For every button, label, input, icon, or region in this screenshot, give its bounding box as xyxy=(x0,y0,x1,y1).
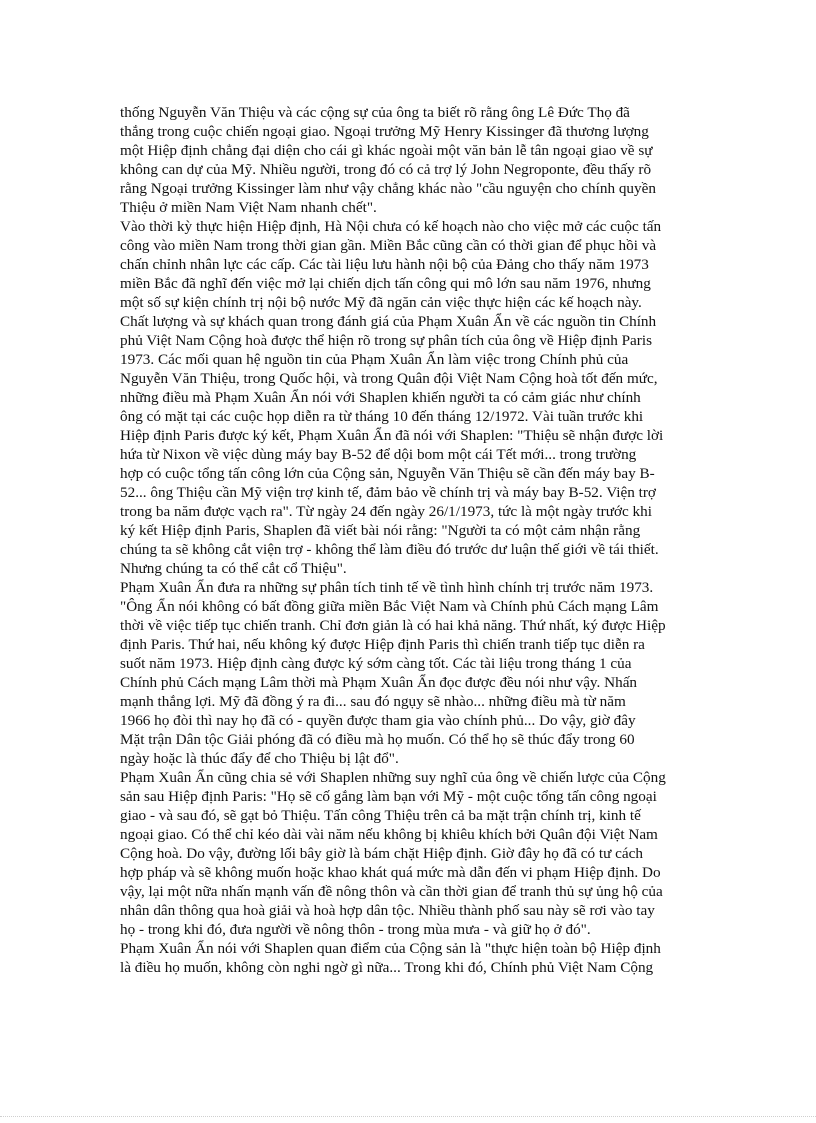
text-line: nhân dân thông qua hoà giải và hoà hợp dân tộc. Nhiều thành phố sau này sẽ rơi vào tay xyxy=(120,902,655,919)
text-line: Vào thời kỳ thực hiện Hiệp định, Hà Nội chưa có kế hoạch nào cho việc mở các cuộc tấn xyxy=(120,218,662,235)
paragraph-2 xyxy=(120,217,700,312)
text-line: giao - và sau đó, sẽ gạt bỏ Thiệu. Tấn công Thiệu trên cả ba mặt trận chính trị, kinh tế xyxy=(120,807,641,824)
text-line: là điều họ muốn, không còn nghi ngờ gì nữa... Trong khi đó, Chính phủ Việt Nam Cộng xyxy=(120,959,654,976)
text-line: thống Nguyễn Văn Thiệu và các cộng sự của ông ta biết rõ rằng ông Lê Đức Thọ đã xyxy=(120,104,630,121)
text-line: Thiệu ở miền Nam Việt Nam nhanh chết". xyxy=(120,199,377,216)
paragraph-6 xyxy=(120,939,700,977)
text-line: hứa từ Nixon về việc dùng máy bay B-52 để dội bom một cái Tết mới... trong trường xyxy=(120,446,637,463)
paragraph-4 xyxy=(120,578,700,768)
text-line: ký kết Hiệp định Paris, Shaplen đã viết bài nói rằng: "Người ta có một cảm nhận rằng xyxy=(120,522,641,539)
text-line: trong ba năm được vạch ra". Từ ngày 24 đến ngày 26/1/1973, tức là một ngày trước khi xyxy=(120,503,652,520)
text-line: một Hiệp định chẳng đại diện cho cái gì khác ngoài một văn bản lễ tân ngoại giao về sự xyxy=(120,142,653,159)
text-line: hợp có cuộc tổng tấn công lớn của Cộng sản, Nguyễn Văn Thiệu sẽ cần đến máy bay B- xyxy=(120,465,655,482)
paragraph-1 xyxy=(120,103,700,217)
text-line: ngoại giao. Có thể chỉ kéo dài vài năm nếu không bị khiêu khích bởi Quân đội Việt Nam xyxy=(120,826,658,843)
text-line: Nhưng chúng ta có thể cắt cổ Thiệu". xyxy=(120,560,347,577)
text-line: sản sau Hiệp định Paris: "Họ sẽ cố gắng làm bạn với Mỹ - một cuộc tổng tấn công ngoại xyxy=(120,788,657,805)
text-line: Phạm Xuân Ẩn nói với Shaplen quan điểm của Cộng sản là "thực hiện toàn bộ Hiệp định xyxy=(120,940,661,957)
text-line: định Paris. Thứ hai, nếu không ký được Hiệp định Paris thì chiến tranh tiếp tục diễn ra xyxy=(120,636,645,653)
text-line: vậy, lại một nữa nhấn mạnh vấn đề nông thôn và cần thời gian để tranh thủ sự ủng hộ của xyxy=(120,883,663,900)
text-line: Chính phủ Cách mạng Lâm thời mà Phạm Xuân Ẩn đọc được đều nói như vậy. Nhấn xyxy=(120,674,638,691)
text-line: những điều mà Phạm Xuân Ẩn nói với Shaplen khiến người ta có cảm giác như chính xyxy=(120,389,641,406)
text-line: 1966 họ đòi thì nay họ đã có - quyền được tham gia vào chính phủ... Do vậy, giờ đây xyxy=(120,712,636,729)
text-line: chấn chỉnh nhân lực các cấp. Các tài liệu lưu hành nội bộ của Đảng cho thấy năm 1973 xyxy=(120,256,649,273)
text-line: 1973. Các mối quan hệ nguồn tin của Phạm Xuân Ẩn làm việc trong Chính phủ của xyxy=(120,351,629,368)
text-line: 52... ông Thiệu cần Mỹ viện trợ kinh tế, đảm bảo về chính trị và máy bay B-52. Viện trợ xyxy=(120,484,656,501)
text-line: họ - trong khi đó, đưa người về nông thôn - trong mùa mưa - và giữ họ ở đó". xyxy=(120,921,591,938)
text-line: "Ông Ẩn nói không có bất đồng giữa miền Bắc Việt Nam và Chính phủ Cách mạng Lâm xyxy=(120,598,659,615)
page-bottom-divider xyxy=(0,1116,816,1117)
paragraph-5 xyxy=(120,768,700,939)
text-line: không can dự của Mỹ. Nhiều người, trong đó có cả trợ lý John Negroponte, đều thấy rõ xyxy=(120,161,652,178)
text-line: Cộng hoà. Do vậy, đường lối bây giờ là bám chặt Hiệp định. Giờ đây họ đã có tư cách xyxy=(120,845,643,862)
text-line: ông có mặt tại các cuộc họp diễn ra từ tháng 10 đến tháng 12/1972. Vài tuần trước khi xyxy=(120,408,644,425)
text-line: Nguyễn Văn Thiệu, trong Quốc hội, và trong Quân đội Việt Nam Cộng hoà tốt đến mức, xyxy=(120,370,658,387)
paragraph-3 xyxy=(120,312,700,578)
text-line: Phạm Xuân Ẩn đưa ra những sự phân tích tinh tế về tình hình chính trị trước năm 1973. xyxy=(120,579,654,596)
text-line: công vào miền Nam trong thời gian gần. Miền Bắc cũng cần có thời gian để phục hồi và xyxy=(120,237,657,254)
text-line: rằng Ngoại trưởng Kissinger làm như vậy chẳng khác nào "cầu nguyện cho chính quyền xyxy=(120,180,656,197)
text-line: Chất lượng và sự khách quan trong đánh giá của Phạm Xuân Ẩn về các nguồn tin Chính xyxy=(120,313,657,330)
text-line: thắng trong cuộc chiến ngoại giao. Ngoại trưởng Mỹ Henry Kissinger đã thương lượng xyxy=(120,123,649,140)
text-line: hợp pháp và sẽ không muốn hoặc khao khát quá mức mà dẫn đến vi phạm Hiệp định. Do xyxy=(120,864,661,881)
text-line: thời về việc tiếp tục chiến tranh. Chỉ đơn giản là có hai khả năng. Thứ nhất, ký được Hiệp xyxy=(120,617,666,634)
text-line: Mặt trận Dân tộc Giải phóng đã có điều mà họ muốn. Có thể họ sẽ thúc đẩy trong 60 xyxy=(120,731,635,748)
text-line: miền Bắc đã nghĩ đến việc mở lại chiến dịch tấn công qui mô lớn sau năm 1976, nhưng xyxy=(120,275,651,292)
text-line: mạnh thắng lợi. Mỹ đã đồng ý ra đi... sau đó ngụy sẽ nhào... những điều mà từ năm xyxy=(120,693,626,710)
text-line: suốt năm 1973. Hiệp định càng được ký sớm càng tốt. Các tài liệu trong tháng 1 của xyxy=(120,655,632,672)
text-line: phủ Việt Nam Cộng hoà được thể hiện rõ trong sự phân tích của ông về Hiệp định Paris xyxy=(120,332,652,349)
text-line: ngày hoặc là thúc đẩy để cho Thiệu bị lật đổ". xyxy=(120,750,399,767)
document-body xyxy=(120,103,700,977)
text-line: chúng ta sẽ không cắt viện trợ - không thể làm điều đó trước dư luận thế giới về tái thiết. xyxy=(120,541,659,558)
text-line: Phạm Xuân Ẩn cũng chia sẻ với Shaplen những suy nghĩ của ông về chiến lược của Cộng xyxy=(120,769,666,786)
text-line: một số sự kiện chính trị nội bộ nước Mỹ đã ngăn cản việc thực hiện các kế hoạch này. xyxy=(120,294,642,311)
text-line: Hiệp định Paris được ký kết, Phạm Xuân Ẩn đã nói với Shaplen: "Thiệu sẽ nhận được lời xyxy=(120,427,664,444)
